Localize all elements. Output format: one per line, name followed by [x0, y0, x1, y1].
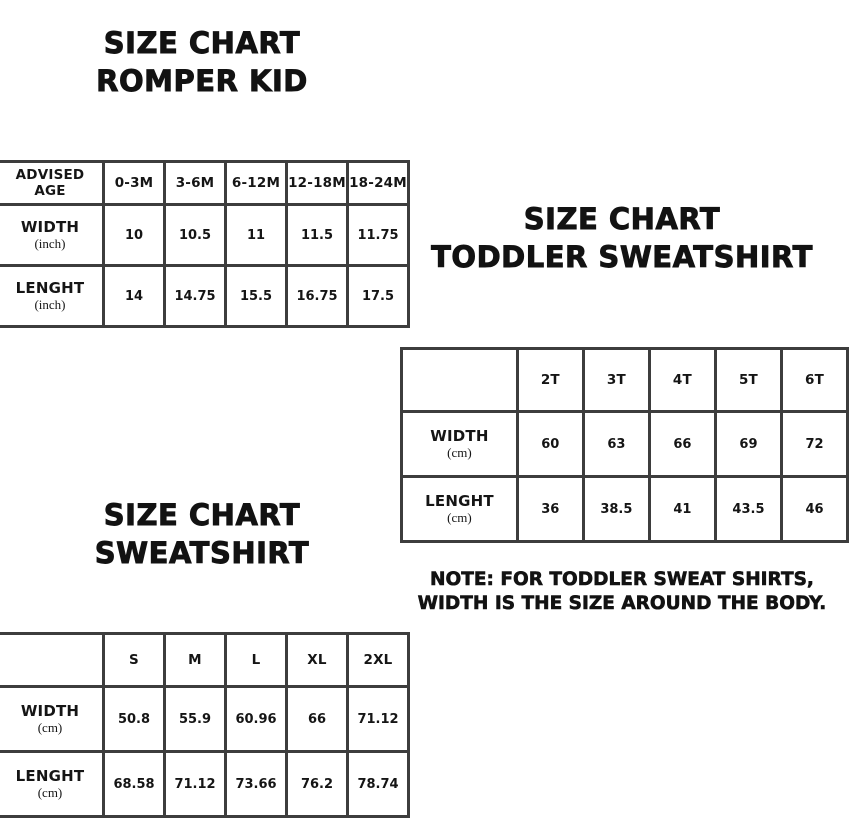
toddler-note-line-1: NOTE: FOR TODDLER SWEAT SHIRTS,	[430, 569, 814, 590]
table-header-row	[0, 162, 409, 205]
cell-width-5: 72	[782, 412, 848, 477]
cell-lenght-3: 73.66	[226, 752, 287, 817]
sweatshirt-title	[0, 496, 404, 573]
sweatshirt-title-line-2: SWEATSHIRT	[94, 536, 310, 571]
column-header-size-2: M	[165, 634, 226, 687]
column-header-size-1: 2T	[517, 349, 583, 412]
column-header-size-3: 6-12M	[226, 162, 287, 205]
cell-width-5: 11.75	[348, 205, 409, 266]
cell-width-3: 60.96	[226, 687, 287, 752]
cell-lenght-3: 15.5	[226, 266, 287, 327]
cell-lenght-1: 68.58	[104, 752, 165, 817]
row-label-width	[0, 205, 104, 266]
column-header-size-4: XL	[287, 634, 348, 687]
row-label-width-text: WIDTH	[20, 218, 80, 237]
romper-kid-title-line-1: SIZE CHART	[103, 26, 301, 60]
cell-width-4: 66	[287, 687, 348, 752]
cell-width-3: 11	[226, 205, 287, 266]
cell-width-1: 60	[517, 412, 583, 477]
column-header-corner	[402, 349, 518, 412]
column-header-size-4: 12-18M	[287, 162, 348, 205]
toddler-sweatshirt-title	[396, 200, 848, 277]
cell-lenght-5: 46	[782, 477, 848, 542]
column-header-size-5: 2XL	[348, 634, 409, 687]
table-row	[0, 266, 409, 327]
column-header-size-5: 18-24M	[348, 162, 409, 205]
table-row	[402, 412, 848, 477]
cell-lenght-2: 14.75	[165, 266, 226, 327]
column-header-size-3: 4T	[649, 349, 715, 412]
table-row	[402, 477, 848, 542]
cell-lenght-4: 76.2	[287, 752, 348, 817]
cell-lenght-4: 16.75	[287, 266, 348, 327]
cell-lenght-5: 17.5	[348, 266, 409, 327]
cell-width-2: 55.9	[165, 687, 226, 752]
cell-width-1: 10	[104, 205, 165, 266]
table-row	[0, 205, 409, 266]
cell-width-2: 10.5	[165, 205, 226, 266]
column-header-size-3: L	[226, 634, 287, 687]
row-label-width-text: WIDTH	[20, 702, 80, 721]
row-label-width	[0, 687, 104, 752]
column-header-size-2: 3T	[583, 349, 649, 412]
cell-width-3: 66	[649, 412, 715, 477]
cell-lenght-5: 78.74	[348, 752, 409, 817]
table-header-row	[402, 349, 848, 412]
row-label-lenght-text: LENGHT	[425, 492, 494, 511]
cell-width-4: 69	[715, 412, 781, 477]
romper-kid-size-table	[0, 160, 410, 328]
column-header-advised-age: ADVISED AGE	[0, 162, 104, 205]
table-header-row	[0, 634, 409, 687]
row-label-lenght-unit: (cm)	[447, 509, 472, 525]
row-label-lenght	[402, 477, 518, 542]
romper-kid-title	[0, 24, 404, 101]
column-header-size-4: 5T	[715, 349, 781, 412]
row-label-width	[402, 412, 518, 477]
toddler-note-line-2: WIDTH IS THE SIZE AROUND THE BODY.	[417, 593, 827, 615]
row-label-width-text: WIDTH	[430, 427, 489, 446]
cell-lenght-3: 41	[649, 477, 715, 542]
row-label-width-unit: (cm)	[37, 719, 63, 735]
row-label-lenght	[0, 266, 104, 327]
row-label-lenght-unit: (inch)	[34, 296, 66, 312]
row-label-lenght	[0, 752, 104, 817]
sweatshirt-title-line-1: SIZE CHART	[103, 498, 301, 532]
row-label-lenght-text: LENGHT	[15, 279, 85, 298]
column-header-size-2: 3-6M	[165, 162, 226, 205]
romper-kid-title-line-2: ROMPER KID	[96, 64, 308, 99]
column-header-corner	[0, 634, 104, 687]
sweatshirt-size-table	[0, 632, 410, 818]
toddler-sweatshirt-title-line-2: TODDLER SWEATSHIRT	[431, 240, 813, 275]
column-header-size-5: 6T	[782, 349, 848, 412]
cell-lenght-2: 38.5	[583, 477, 649, 542]
cell-width-1: 50.8	[104, 687, 165, 752]
cell-lenght-1: 14	[104, 266, 165, 327]
toddler-sweatshirt-size-table	[400, 347, 849, 543]
toddler-sweatshirt-title-line-1: SIZE CHART	[523, 202, 721, 236]
cell-width-4: 11.5	[287, 205, 348, 266]
column-header-size-1: S	[104, 634, 165, 687]
toddler-sweatshirt-note	[396, 568, 848, 616]
cell-width-2: 63	[583, 412, 649, 477]
row-label-lenght-text: LENGHT	[15, 767, 85, 786]
row-label-width-unit: (cm)	[447, 444, 472, 460]
cell-lenght-1: 36	[517, 477, 583, 542]
row-label-width-unit: (inch)	[34, 235, 66, 251]
cell-lenght-2: 71.12	[165, 752, 226, 817]
table-row	[0, 687, 409, 752]
row-label-lenght-unit: (cm)	[37, 784, 63, 800]
table-row	[0, 752, 409, 817]
cell-width-5: 71.12	[348, 687, 409, 752]
column-header-size-1: 0-3M	[104, 162, 165, 205]
cell-lenght-4: 43.5	[715, 477, 781, 542]
